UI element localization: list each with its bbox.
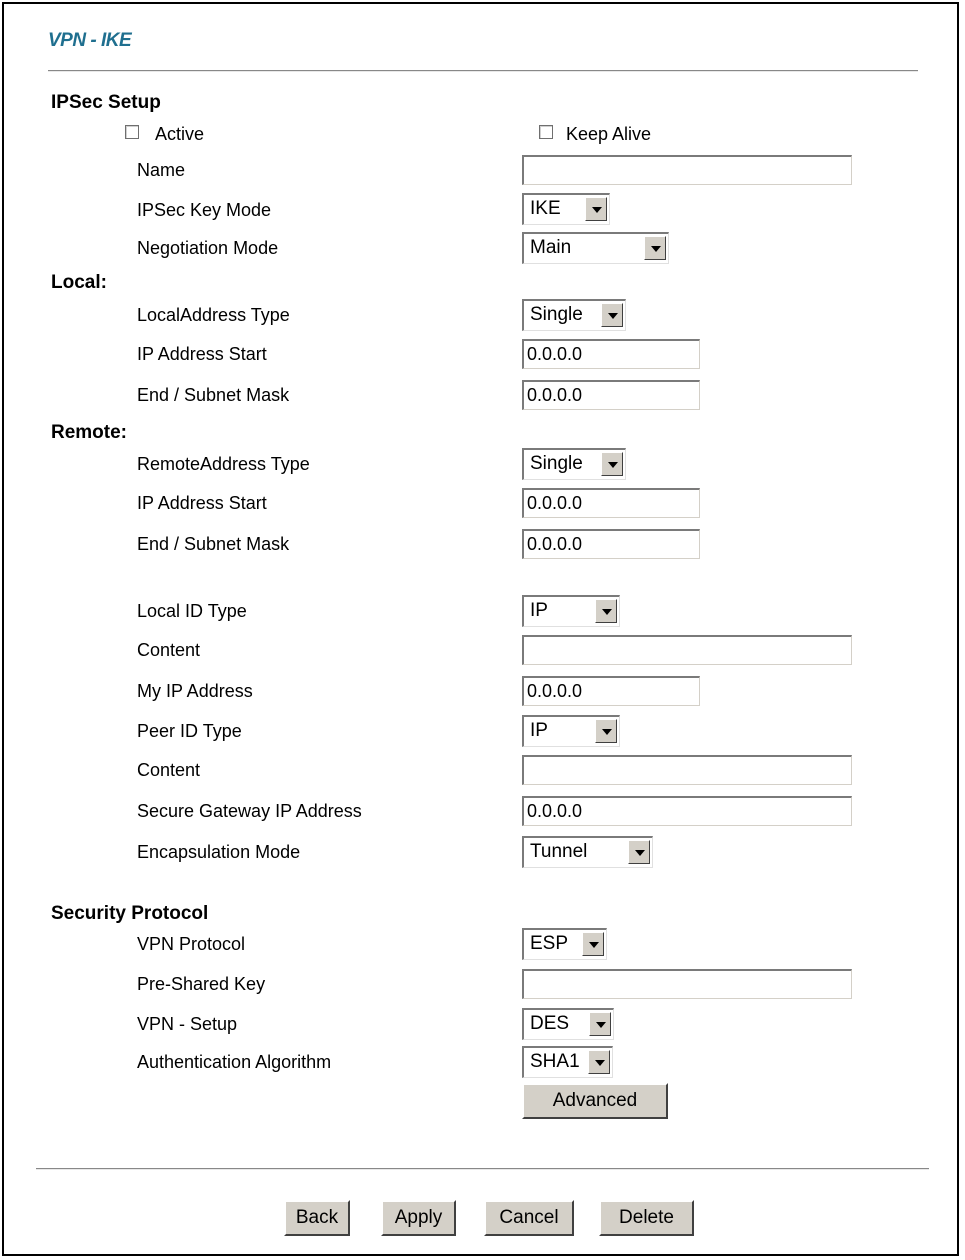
pre-shared-key-field[interactable] — [522, 969, 852, 999]
encapsulation-mode-value: Tunnel — [530, 841, 588, 862]
chevron-down-icon[interactable] — [628, 840, 650, 864]
peer-content-field[interactable] — [522, 755, 852, 785]
local-address-type-label: LocalAddress Type — [137, 305, 290, 325]
local-end-mask-field[interactable]: 0.0.0.0 — [522, 380, 700, 410]
title-divider — [48, 70, 918, 72]
secure-gateway-label: Secure Gateway IP Address — [137, 801, 362, 821]
encapsulation-mode-label: Encapsulation Mode — [137, 842, 301, 862]
page-title: VPN - IKE — [48, 30, 132, 51]
delete-button[interactable]: Delete — [599, 1200, 694, 1236]
local-heading: Local: — [51, 272, 107, 293]
vpn-setup-value: DES — [530, 1013, 570, 1034]
negotiation-mode-select[interactable] — [522, 232, 669, 264]
local-id-type-label: Local ID Type — [137, 601, 247, 621]
local-id-type-value: IP — [530, 600, 548, 621]
key-mode-label: IPSec Key Mode — [137, 200, 272, 220]
footer-divider — [36, 1168, 929, 1170]
pre-shared-key-label: Pre-Shared Key — [137, 974, 266, 994]
remote-end-mask-label: End / Subnet Mask — [137, 534, 290, 554]
remote-address-type-label: RemoteAddress Type — [137, 454, 310, 474]
key-mode-select[interactable] — [522, 193, 610, 225]
local-ip-start-label: IP Address Start — [137, 344, 267, 364]
local-content-field[interactable] — [522, 635, 852, 665]
cancel-button[interactable]: Cancel — [484, 1200, 574, 1236]
vpn-protocol-label: VPN Protocol — [137, 934, 246, 954]
vpn-protocol-value: ESP — [530, 933, 569, 954]
negotiation-mode-label: Negotiation Mode — [137, 238, 279, 258]
local-address-type-select[interactable] — [522, 299, 626, 331]
ipsec-setup-heading: IPSec Setup — [51, 92, 161, 113]
keep-alive-checkbox[interactable] — [539, 125, 553, 139]
chevron-down-icon[interactable] — [601, 303, 623, 327]
chevron-down-icon[interactable] — [585, 197, 607, 221]
authentication-algorithm-label: Authentication Algorithm — [137, 1052, 332, 1072]
name-field[interactable] — [522, 155, 852, 185]
peer-id-type-value: IP — [530, 720, 548, 741]
chevron-down-icon[interactable] — [595, 719, 617, 743]
my-ip-address-label: My IP Address — [137, 681, 253, 701]
chevron-down-icon[interactable] — [601, 452, 623, 476]
remote-heading: Remote: — [51, 422, 128, 443]
active-checkbox[interactable] — [125, 125, 139, 139]
peer-content-label: Content — [137, 760, 201, 780]
security-protocol-heading: Security Protocol — [51, 903, 209, 924]
key-mode-value: IKE — [530, 198, 561, 219]
local-id-type-select[interactable] — [522, 595, 620, 627]
encapsulation-mode-select[interactable] — [522, 836, 653, 868]
vpn-setup-select[interactable] — [522, 1008, 614, 1040]
vpn-protocol-select[interactable] — [522, 928, 607, 960]
keep-alive-label: Keep Alive — [566, 124, 652, 144]
active-label: Active — [155, 124, 205, 144]
remote-address-type-value: Single — [530, 453, 583, 474]
peer-id-type-select[interactable] — [522, 715, 620, 747]
remote-ip-start-label: IP Address Start — [137, 493, 267, 513]
authentication-algorithm-select[interactable] — [522, 1046, 613, 1078]
chevron-down-icon[interactable] — [582, 932, 604, 956]
name-label: Name — [137, 160, 186, 180]
back-button[interactable]: Back — [284, 1200, 350, 1236]
chevron-down-icon[interactable] — [644, 236, 666, 260]
secure-gateway-field[interactable]: 0.0.0.0 — [522, 796, 852, 826]
local-end-mask-label: End / Subnet Mask — [137, 385, 290, 405]
authentication-algorithm-value: SHA1 — [530, 1051, 580, 1072]
local-address-type-value: Single — [530, 304, 583, 325]
chevron-down-icon[interactable] — [595, 599, 617, 623]
chevron-down-icon[interactable] — [588, 1050, 610, 1074]
remote-end-mask-field[interactable]: 0.0.0.0 — [522, 529, 700, 559]
vpn-setup-label: VPN - Setup — [137, 1014, 238, 1034]
negotiation-mode-value: Main — [530, 237, 572, 258]
advanced-button[interactable]: Advanced — [522, 1083, 668, 1119]
peer-id-type-label: Peer ID Type — [137, 721, 242, 741]
local-ip-start-field[interactable]: 0.0.0.0 — [522, 339, 700, 369]
local-content-label: Content — [137, 640, 201, 660]
my-ip-address-field[interactable]: 0.0.0.0 — [522, 676, 700, 706]
apply-button[interactable]: Apply — [381, 1200, 456, 1236]
remote-address-type-select[interactable] — [522, 448, 626, 480]
chevron-down-icon[interactable] — [589, 1012, 611, 1036]
remote-ip-start-field[interactable]: 0.0.0.0 — [522, 488, 700, 518]
